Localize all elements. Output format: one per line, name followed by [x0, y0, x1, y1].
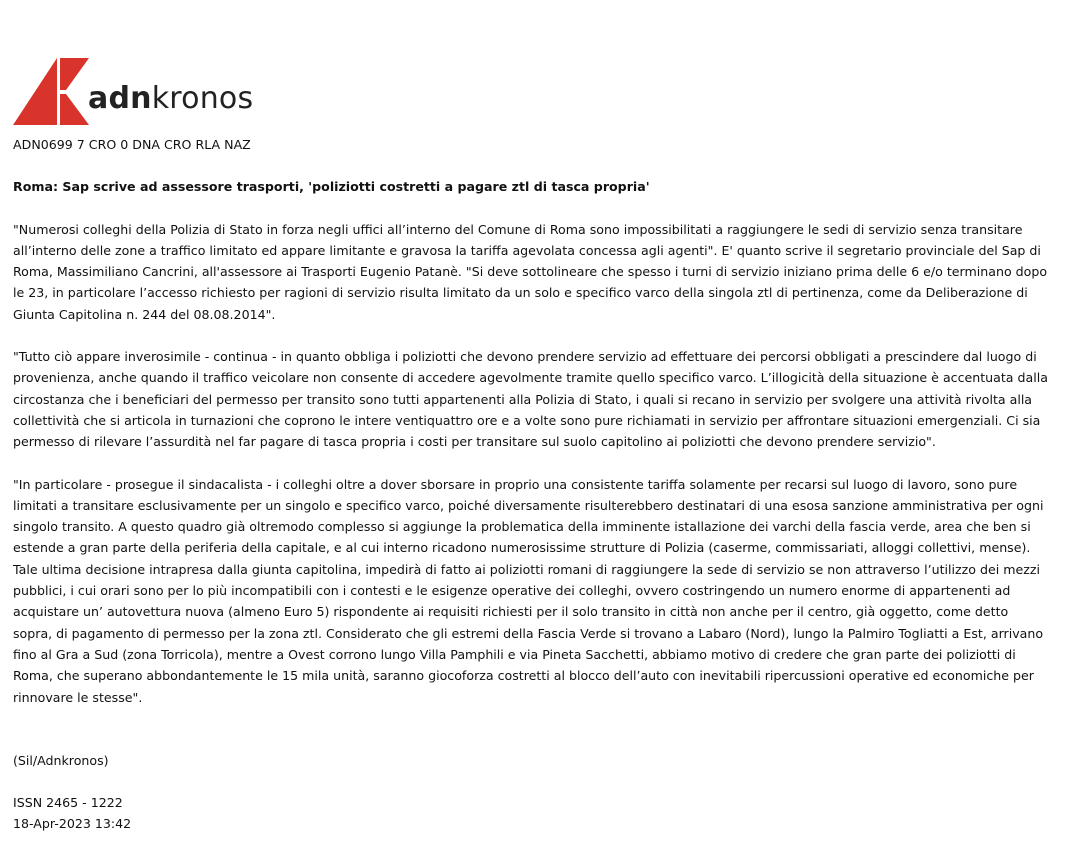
- article-content: [13, 134, 1048, 835]
- issn-line: ISSN 2465 - 1222: [13, 795, 123, 811]
- agency-code: ADN0699 7 CRO 0 DNA CRO RLA NAZ: [13, 137, 251, 152]
- article-paragraph-3: "In particolare - prosegue il sindacalista - i colleghi oltre a dover sborsare in proprio una consistente tariffa solamente per recarsi sul luogo di lavoro, sono pure limitati a transitare esclusivamente per un singolo e specifico varco, poiché diversamente risulterebbero destinatari di una esosa sanzione amministrativa per ogni singolo transito. A questo quadro già oltremodo complesso si aggiunge la problematica della imminente istallazione dei varchi della fascia verde, area che ben si estende a gran parte della periferia della capitale, e al cui interno ricadono numerosissime strutture di Polizia (caserme, commissariati, alloggi collettivi, mense). Tale ultima decisione intrapresa dalla giunta capitolina, impedirà di fatto ai poliziotti romani di raggiungere la sede di servizio se non attraverso l’utilizzo dei mezzi pubblici, i cui orari sono per lo più incompatibili con i contesti e le esigenze operative dei colleghi, ovvero costringendo un numero enorme di appartenenti ad acquistare un’ autovettura nuova (almeno Euro 5) rispondente ai requisiti richiesti per il solo transito in città non anche per il centro, già oggetto, come detto sopra, di pagamento di permesso per la zona ztl. Considerato che gli estremi della Fascia Verde si trovano a Labaro (Nord), lungo la Palmiro Togliatti a Est, arrivano fino al Gra a Sud (zona Torricola), mentre a Ovest corrono lungo Villa Pamphili e via Pineta Sacchetti, abbiamo motivo di credere che gran parte dei poliziotti di Roma, che superano abbondantemente le 15 mila unità, saranno giocoforza costretti al blocco dell’auto con inevitabili ripercussioni operative ed economiche per rinnovare le stesse".: [13, 476, 1044, 705]
- adnkronos-logo: [13, 56, 303, 128]
- logo-wordmark: [88, 81, 254, 116]
- article-signature: (Sil/Adnkronos): [13, 752, 109, 768]
- logo-wordmark-light: kronos: [151, 81, 254, 116]
- logo-wordmark-bold: adn: [88, 81, 152, 116]
- article-paragraph-1: "Numerosi colleghi della Polizia di Stato in forza negli uffici all’interno del Comune di Roma sono impossibilitati a raggiungere le sedi di servizio senza transitare all’interno delle zone a traffico limitato ed appare limitante e gravosa la tariffa agevolata concessa agli agenti". E' quanto scrive il segretario provinciale del Sap di Roma, Massimiliano Cancrini, all'assessore ai Trasporti Eugenio Patanè. "Si deve sottolineare che spesso i turni di servizio iniziano prima delle 6 e/o terminano dopo le 23, in particolare l’accesso richiesto per ragioni di servizio risulta limitato da un solo e specifico varco della singola ztl di pertinenza, come da Deliberazione di Giunta Capitolina n. 244 del 08.08.2014".: [13, 221, 1048, 322]
- article-title: Roma: Sap scrive ad assessore trasporti, 'poliziotti costretti a pagare ztl di tasca propria': [13, 179, 650, 195]
- adnkronos-k-mark-icon: [13, 56, 91, 126]
- article-paragraph-2: "Tutto ciò appare inverosimile - continua - in quanto obbliga i poliziotti che devono prendere servizio ad effettuare dei percorsi obbligati a prescindere dal luogo di provenienza, anche quando il traffico veicolare non consente di accedere agevolmente tramite quello specifico varco. L’illogicità della situazione è accentuata dalla circostanza che i beneficiari del permesso per transito sono tutti appartenenti alla Polizia di Stato, i quali si recano in servizio per svolgere una attività rivolta alla collettività che si articola in turnazioni che coprono le intere ventiquattro ore e a volte sono pure richiamati in servizio per affrontare situazioni emergenziali. Ci sia permesso di rilevare l’assurdità nel far pagare di tasca propria i costi per transitare sul suolo capitolino ai poliziotti che devono prendere servizio".: [13, 349, 1048, 450]
- publish-datetime: 18-Apr-2023 13:42: [13, 816, 132, 832]
